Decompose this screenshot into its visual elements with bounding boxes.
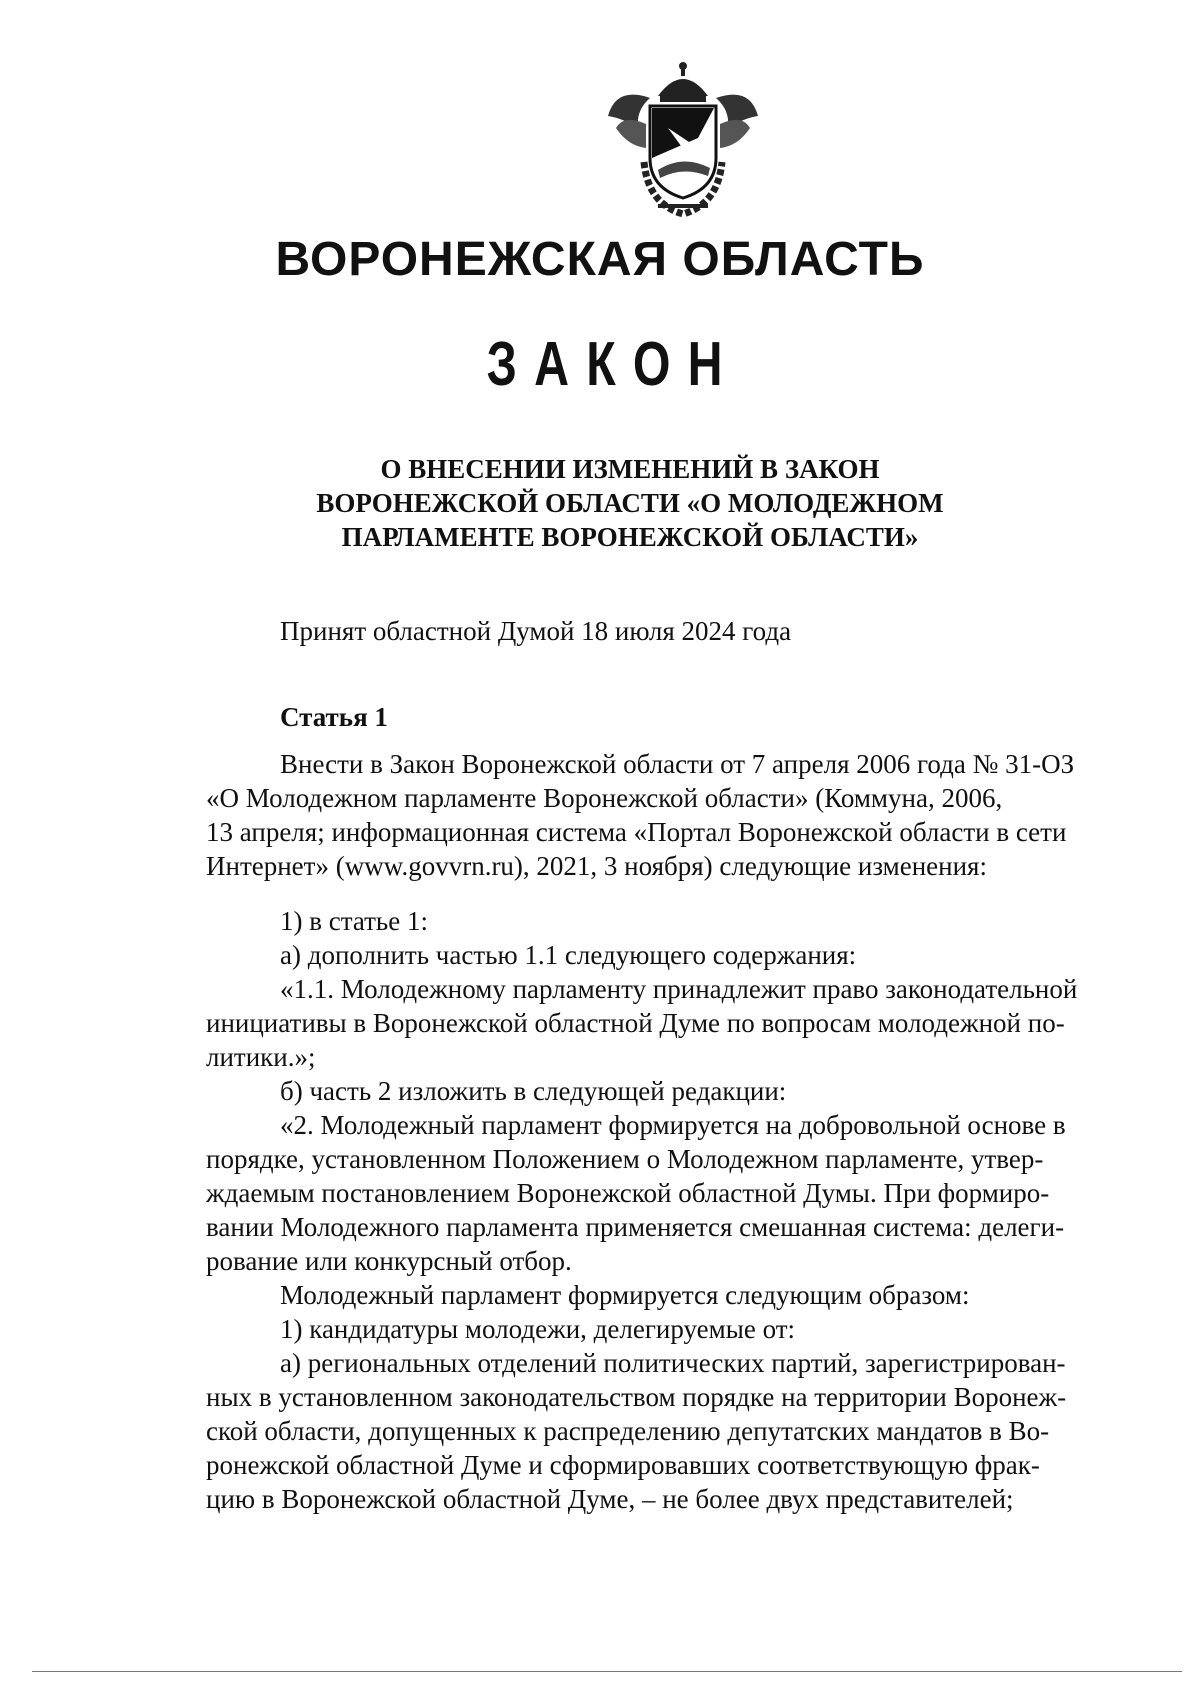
text-line: «О Молодежном парламенте Воронежской области» (Коммуна, 2006, xyxy=(206,783,1003,813)
region-heading: ВОРОНЕЖСКАЯ ОБЛАСТЬ xyxy=(275,233,925,286)
paragraph xyxy=(206,1108,1066,1278)
paragraph xyxy=(206,972,1078,1074)
text-line: «1.1. Молодежному парламенту принадлежит право законодательной xyxy=(280,974,1078,1004)
text-line: цию в Воронежской областной Думе, – не более двух представителей; xyxy=(206,1484,1014,1514)
text-line: Внести в Закон Воронежской области от 7 апреля 2006 года № 31-ОЗ xyxy=(280,749,1075,779)
document-type-heading: ЗАКОН xyxy=(486,330,740,399)
text-line: 13 апреля; информационная система «Портал Воронежской области в сети xyxy=(206,817,1067,847)
text-line: литики.»; xyxy=(206,1042,316,1072)
text-line: 1) в статье 1: xyxy=(280,906,428,936)
text-line: Молодежный парламент формируется следующим образом: xyxy=(280,1280,970,1310)
adoption-note: Принят областной Думой 18 июля 2024 года xyxy=(280,616,792,646)
paragraph xyxy=(206,1312,1002,1346)
text-line: ской области, допущенных к распределению депутатских мандатов в Во- xyxy=(206,1416,1050,1446)
law-title-line: О ВНЕСЕНИИ ИЗМЕНЕНИЙ В ЗАКОН xyxy=(380,454,880,484)
text-line: ных в установленном законодательством порядке на территории Воронеж- xyxy=(206,1382,1067,1412)
law-title-line: ВОРОНЕЖСКОЙ ОБЛАСТИ «О МОЛОДЕЖНОМ xyxy=(316,488,944,518)
text-line: рование или конкурсный отбор. xyxy=(206,1246,572,1276)
law-title xyxy=(230,452,1030,554)
text-line: «2. Молодежный парламент формируется на добровольной основе в xyxy=(280,1110,1066,1140)
text-line: б) часть 2 изложить в следующей редакции: xyxy=(280,1076,787,1106)
paragraph xyxy=(206,938,1002,972)
text-line: 1) кандидатуры молодежи, делегируемые от: xyxy=(280,1314,796,1344)
paragraph xyxy=(206,1346,1067,1516)
text-line: вании Молодежного парламента применяется смешанная система: делеги- xyxy=(206,1212,1065,1242)
text-line: Интернет» (www.govvrn.ru), 2021, 3 ноября) следующие изменения: xyxy=(206,851,987,881)
text-line: ждаемым постановлением Воронежской областной Думы. При формиро- xyxy=(206,1178,1050,1208)
text-line: инициативы в Воронежской областной Думе по вопросам молодежной по- xyxy=(206,1008,1065,1038)
text-line: а) региональных отделений политических партий, зарегистрирован- xyxy=(280,1348,1066,1378)
text-line: порядке, установленном Положением о Молодежном парламенте, утвер- xyxy=(206,1144,1044,1174)
article-heading: Статья 1 xyxy=(280,702,388,732)
text-line: а) дополнить частью 1.1 следующего содержания: xyxy=(280,940,857,970)
paragraph xyxy=(206,904,1002,938)
law-title-line: ПАРЛАМЕНТЕ ВОРОНЕЖСКОЙ ОБЛАСТИ» xyxy=(341,522,919,552)
paragraph xyxy=(206,1278,1002,1312)
paragraph xyxy=(206,747,1075,883)
paragraph xyxy=(206,1074,1002,1108)
coat-of-arms-icon xyxy=(588,58,778,218)
text-line: ронежской областной Думе и сформировавших соответствующую фрак- xyxy=(206,1450,1040,1480)
footer-divider xyxy=(32,1671,1182,1672)
